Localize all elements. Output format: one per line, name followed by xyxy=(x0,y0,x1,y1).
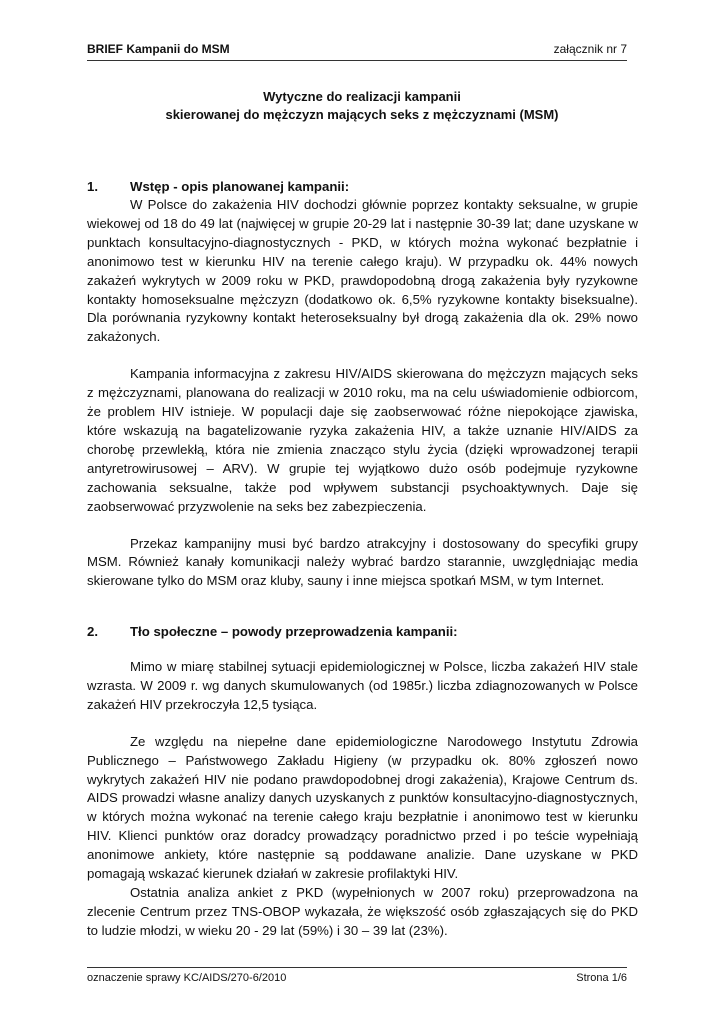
paragraph: Przekaz kampanijny musi być bardzo atrakcyjny i dostosowany do specyfiki grupy MSM. Również kanały komunikacji należy wybrać bardzo starannie, uwzględniając media skierowane tylko do MSM oraz kluby, sauny i inne miejsca spotkań MSM, w tym Internet. xyxy=(87,535,638,589)
section-2-body xyxy=(87,658,638,941)
document-title xyxy=(87,88,637,124)
title-line-1: Wytyczne do realizacji kampanii xyxy=(263,89,461,104)
section-1-number: 1. xyxy=(87,179,98,194)
header-attachment: załącznik nr 7 xyxy=(553,42,627,56)
section-1-body xyxy=(87,196,638,591)
paragraph: Mimo w miarę stabilnej sytuacji epidemiologicznej w Polsce, liczba zakażeń HIV stale wzrasta. W 2009 r. wg danych skumulowanych (od 1985r.) liczba zdiagnozowanych w Polsce zakażeń HIV przekroczyła 12,5 tysiąca. xyxy=(87,659,638,712)
page-header xyxy=(87,42,627,61)
page-footer xyxy=(87,967,627,984)
section-1-heading xyxy=(87,178,638,197)
page-number: Strona 1/6 xyxy=(576,972,627,984)
section-1-title: Wstęp - opis planowanej kampanii: xyxy=(130,179,350,194)
section-2-title: Tło społeczne – powody przeprowadzenia kampanii: xyxy=(130,624,458,639)
title-line-2: skierowanej do mężczyzn mających seks z mężczyznami (MSM) xyxy=(165,107,559,122)
header-title: BRIEF Kampanii do MSM xyxy=(87,42,230,56)
paragraph: Kampania informacyjna z zakresu HIV/AIDS skierowana do mężczyzn mających seks z mężczyznami, planowana do realizacji w 2010 roku, ma na celu uświadomienie odbiorcom, że problem HIV istnieje. W populacji daje się zaobserwować różne niepokojące zjawiska, które wskazują na bagatelizowanie ryzyka zakażenia HIV, a także uznanie HIV/AIDS za chorobę przewlekłą, która nie zmienia znacząco stylu życia (dzięki wprowadzonej terapii antyretrowirusowej – ARV). W grupie tej wyjątkowo dużo osób podejmuje ryzykowne zachowania seksualne, także pod wpływem substancji psychoaktywnych. Daje się zaobserwować przyzwolenie na seks bez zabezpieczenia. xyxy=(87,366,638,514)
paragraph: W Polsce do zakażenia HIV dochodzi głównie poprzez kontakty seksualne, w grupie wiekowej od 18 do 49 lat (najwięcej w grupie 20-29 lat i następnie 30-39 lat; dane uzyskane w punktach konsultacyjno-diagnostycznych - PKD, w których można wykonać bezpłatnie i anonimowo test w kierunku HIV na terenie całego kraju). W przypadku ok. 44% nowych zakażeń wykrytych w 2009 roku w PKD, prawdopodobną drogą zakażenia były ryzykowne kontakty homoseksualne mężczyzn (dodatkowo ok. 6,5% ryzykowne kontakty biseksualne). Dla porównania ryzykowny kontakt heteroseksualny był drogą zakażenia dla ok. 29% nowo zakażonych. xyxy=(87,197,638,345)
paragraph: Ze względu na niepełne dane epidemiologiczne Narodowego Instytutu Zdrowia Publicznego – Państwowego Zakładu Higieny (w przypadku ok. 80% zgłoszeń nowo wykrytych zakażeń HIV nie podano prawdopodobnej drogi zakażenia), Krajowe Centrum ds. AIDS prowadzi własne analizy danych uzyskanych z punktów konsultacyjno-diagnostycznych, w których można wykonać na terenie całego kraju bezpłatnie i anonimowo test w kierunku HIV. Klienci punktów oraz doradcy prowadzący poradnictwo przed i po teście wypełniają anonimowe ankiety, które następnie są poddawane analizie. Dane uzyskane w PKD pomagają wskazać kierunek działań w zakresie profilaktyki HIV. xyxy=(87,733,638,882)
case-reference: oznaczenie sprawy KC/AIDS/270-6/2010 xyxy=(87,972,287,984)
section-2-heading xyxy=(87,623,638,642)
section-2-number: 2. xyxy=(87,624,98,639)
paragraph: Ostatnia analiza ankiet z PKD (wypełnionych w 2007 roku) przeprowadzona na zlecenie Centrum przez TNS-OBOP wykazała, że większość osób zgłaszających się do PKD to ludzie młodzi, w wieku 20 - 29 lat (59%) i 30 – 39 lat (23%). xyxy=(87,884,638,938)
